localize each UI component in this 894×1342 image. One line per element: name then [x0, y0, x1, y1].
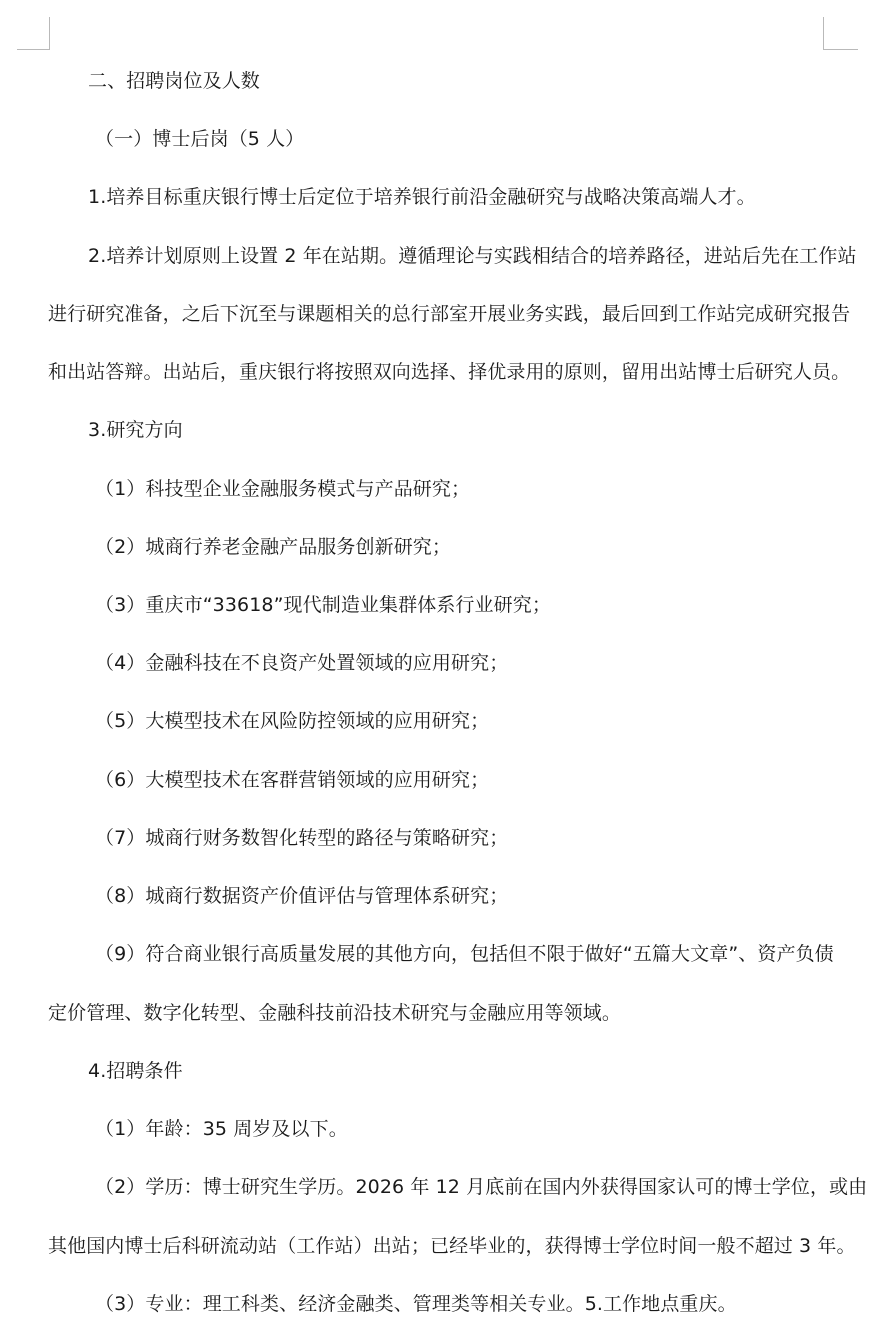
list-item: （2）学历：博士研究生学历。2026 年 12 月底前在国内外获得国家认可的博士学位，或由: [95, 1176, 868, 1198]
list-item: （2）城商行养老金融产品服务创新研究；: [95, 536, 451, 558]
list-item: （3）重庆市“33618”现代制造业集群体系行业研究；: [95, 594, 551, 616]
paragraph-line: 3.研究方向: [88, 419, 183, 441]
paragraph-line: 和出站答辩。出站后，重庆银行将按照双向选择、择优录用的原则，留用出站博士后研究人员。: [48, 361, 851, 383]
section-heading: 二、招聘岗位及人数: [88, 70, 260, 92]
list-item: （1）科技型企业金融服务模式与产品研究；: [95, 478, 471, 500]
paragraph-line: 1.培养目标重庆银行博士后定位于培养银行前沿金融研究与战略决策高端人才。: [88, 186, 756, 208]
list-item: （9）符合商业银行高质量发展的其他方向，包括但不限于做好“五篇大文章”、资产负债: [95, 943, 834, 965]
list-item: 定价管理、数字化转型、金融科技前沿技术研究与金融应用等领域。: [48, 1002, 622, 1024]
paragraph-line: 2.培养计划原则上设置 2 年在站期。遵循理论与实践相结合的培养路径，进站后先在工作站: [88, 245, 857, 267]
list-item: （8）城商行数据资产价值评估与管理体系研究；: [95, 885, 509, 907]
page-corner-mark-top-right: [823, 17, 858, 50]
list-item: （4）金融科技在不良资产处置领域的应用研究；: [95, 652, 509, 674]
list-item: （6）大模型技术在客群营销领域的应用研究；: [95, 769, 490, 791]
paragraph-line: 进行研究准备，之后下沉至与课题相关的总行部室开展业务实践，最后回到工作站完成研究报告: [48, 303, 851, 325]
list-item: （3）专业：理工科类、经济金融类、管理类等相关专业。5.工作地点重庆。: [95, 1293, 737, 1315]
list-item: （1）年龄：35 周岁及以下。: [95, 1118, 348, 1140]
page-corner-mark-top-left: [17, 17, 50, 50]
list-item: （7）城商行财务数智化转型的路径与策略研究；: [95, 827, 509, 849]
list-item: 其他国内博士后科研流动站（工作站）出站；已经毕业的，获得博士学位时间一般不超过 3 年。: [48, 1235, 856, 1257]
paragraph-line: 4.招聘条件: [88, 1060, 183, 1082]
subsection-heading: （一）博士后岗（5 人）: [95, 128, 305, 150]
list-item: （5）大模型技术在风险防控领域的应用研究；: [95, 710, 490, 732]
